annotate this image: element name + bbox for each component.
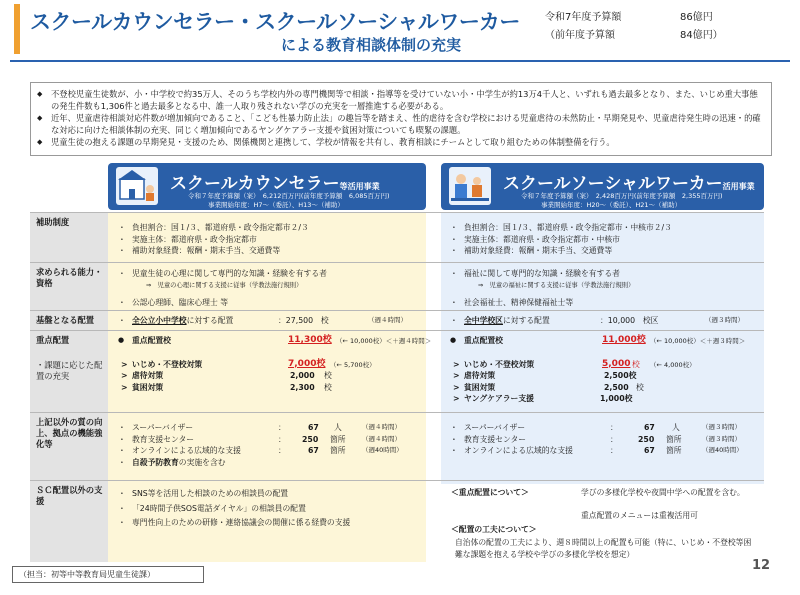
sc-title: スクールカウンセラー等活用事業 [170, 174, 380, 194]
ssw-budget: 令和７年度予算額（案） 2,428百万円(前年度予算額 2,355百万円) [521, 192, 723, 200]
sc-budget: 令和７年度予算額（案） 6,212百万円(前年度予算額 6,085百万円) [188, 192, 390, 200]
notes-box [441, 484, 764, 562]
title-divider [10, 60, 790, 62]
sc-priority: ● 重点配置校 11,300校 （← 10,000校）＜＋週４時間＞ > いじめ・不登校対策 7,000校 （← 5,700校） > 虐待対策 2,000 校 > 貧困対策 2,300 校 [118, 335, 426, 393]
row-other [30, 412, 764, 480]
summary-item: ◆ 近年、児童虐待相談対応件数が増加傾向であること、「こども性暴力防止法」の趣旨等を踏まえ、性的虐待を含む学校における児童虐待の未然防止・早期発見や、児童虐待発生時の迅速・的確な対応に向けた相談体制の充実、同じく増加傾向であるヤングケアラー支援や貧困対策についても喫緊の課題。 [37, 112, 765, 136]
page-number: 12 [752, 558, 771, 573]
row-base [30, 310, 764, 330]
contact-info: （担当：初等中等教育局児童生徒課） [12, 566, 204, 583]
sc-other-support: ・ SNS等を活用した相談のための相談員の配置 ・ 「24時間子供SOS電話ダイヤル」の相談員の配置 ・ 専門性向上のための研修・連絡協議会の開催に係る経費の支援 [118, 488, 426, 529]
note-text: 学びの多様化学校や夜間中学への配置を含む。 [581, 488, 745, 497]
summary-item: ◆ 不登校児童生徒数が、小・中学校で約35万人、そのうち学校内外の専門機関等で相談・指導等を受けていない小・中学生が約13万4千人と、いずれも過去最多となり、また、いじめ重大事態の発生件数も1,306件と過去最多となる中、誰一人取り残されない学びの充実を一層推進する必要がある。 [37, 88, 765, 112]
sc-start-year: 事業開始年度：H7～（委託）、H13～（補助） [208, 201, 344, 209]
row-skills [30, 262, 764, 310]
ssw-base: ・ 全中学校区に対する配置 ：10,000 校区 （週３時間） [450, 315, 762, 327]
row-label: 補助制度 [30, 213, 108, 262]
social-worker-illustration [449, 167, 491, 205]
row-label: 求められる能力・資格 [30, 263, 108, 310]
budget-current-value: 86億円 [680, 12, 713, 23]
note-heading: ＜重点配置について＞ [451, 488, 529, 497]
row-label: 重点配置 ・課題に応じた配置の充実 [30, 331, 108, 412]
sc-subsidy: ・ 負担割合：国１/３、都道府県・政令指定都市２/３ ・ 実施主体：都道府県・政令指定都市 ・ 補助対象経費：報酬・期末手当、交通費等 [118, 222, 426, 257]
summary-box [30, 82, 772, 156]
ssw-other: ・ スーパーバイザー ： 67 人 （週３時間） ・ 教育支援センター ： 250 箇所 （週３時間） ・ オンラインによる広域的な支援 ： 67 箇所 （週40時間） [450, 422, 762, 457]
budget-current-label: 令和7年度予算額 [545, 12, 622, 23]
sc-base: ・ 全公立小中学校に対する配置 ：27,500 校 （週４時間） [118, 315, 426, 327]
ssw-subsidy: ・ 負担割合：国１/３、都道府県・政令指定都市・中核市２/３ ・ 実施主体：都道府県・政令指定都市・中核市 ・ 補助対象経費：報酬・期末手当、交通費等 [450, 222, 762, 257]
sc-skills: ・ 児童生徒の心理に関して専門的な知識・経験を有する者 ⇒ 児童の心理に関する支援に従事（学教法施行規則） ・ 公認心理師、臨床心理士 等 [118, 268, 426, 309]
page-subtitle: による教育相談体制の充実 [281, 36, 462, 54]
row-priority [30, 330, 764, 412]
row-subsidy [30, 212, 764, 262]
row-label: ＳＣ配置以外の支援 [30, 481, 108, 562]
note-text: 自治体の配置の工夫により、週８時間以上の配置も可能（特に、いじめ・不登校等困難な課題を抱える学校や学びの多様化学校を想定） [455, 538, 752, 559]
ssw-start-year: 事業開始年度：H20～（委託）、H21～（補助） [541, 201, 682, 209]
row-label: 基盤となる配置 [30, 311, 108, 330]
sc-other: ・ スーパーバイザー ： 67 人 （週４時間） ・ 教育支援センター ： 250 箇所 （週４時間） ・ オンラインによる広域的な支援 ： 67 箇所 （週40時間） ・ 自殺予防教育の実施を含む [118, 422, 426, 468]
summary-item: ◆ 児童生徒の抱える課題の早期発見・支援のため、関係機関と連携して、学校が情報を共有し、教育相談にチームとして取り組むための体制整備を行う。 [37, 136, 765, 148]
ssw-skills: ・ 福祉に関して専門的な知識・経験を有する者 ⇒ 児童の福祉に関する支援に従事（学教法施行規則） ・ 社会福祉士、精神保健福祉士等 [450, 268, 762, 309]
page-title: スクールカウンセラー・スクールソーシャルワーカー [30, 10, 520, 34]
school-counselor-illustration [116, 167, 158, 205]
budget-prev-label: （前年度予算額 [545, 30, 615, 41]
ssw-priority: ● 重点配置校 11,000校 （← 10,000校）＜＋週３時間＞ > いじめ・不登校対策 5,000 校 （← 4,000校） > 虐待対策 2,500校 > 貧困対策 2,500 校 > ヤングケアラー支援 1,000校 [450, 335, 762, 405]
ssw-header [441, 163, 764, 210]
sc-header [108, 163, 426, 210]
row-label: 上記以外の質の向上、拠点の機能強化等 [30, 413, 108, 480]
note-heading: ＜配置の工夫について＞ [451, 525, 537, 534]
ssw-title: スクールソーシャルワーカー活用事業 [503, 174, 755, 194]
title-area [0, 0, 520, 58]
budget-prev-value: 84億円） [680, 30, 723, 41]
note-text: 重点配置のメニューは重複活用可 [581, 511, 698, 520]
